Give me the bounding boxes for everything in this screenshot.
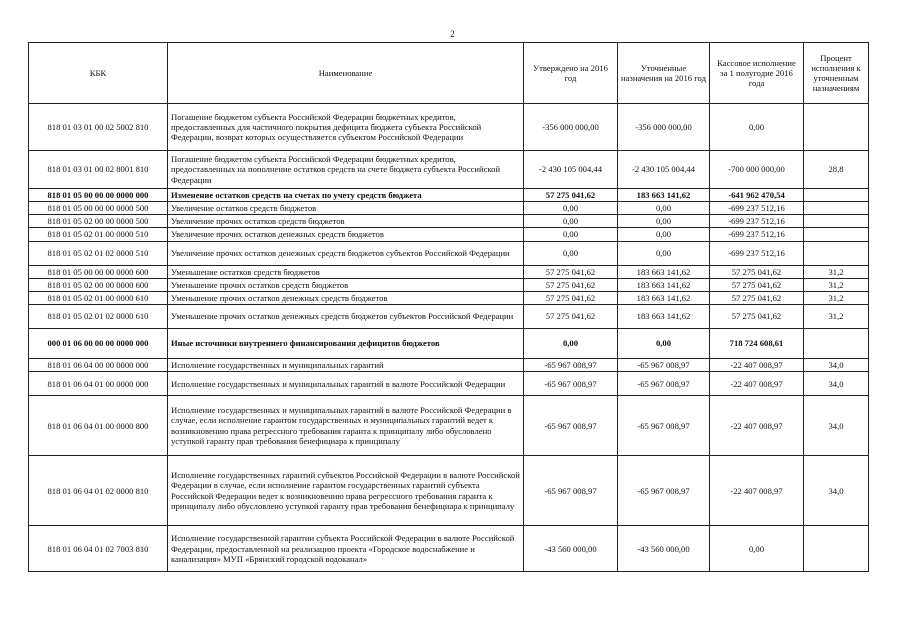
cell-name: Исполнение государственной гарантии субъекта Российской Федерации в валюте Российской Федерации, предоставленной на реализацию проекта «Городское водоснабжение и канализация» МУП «Брянский городской водоканал» (168, 526, 524, 572)
cell-name: Уменьшение прочих остатков средств бюджетов (168, 278, 524, 291)
table-row (29, 151, 869, 189)
cell-revised: 183 663 141,62 (618, 291, 710, 304)
cell-revised: 0,00 (618, 328, 710, 358)
cell-name: Увеличение прочих остатков средств бюджетов (168, 215, 524, 228)
cell-kbk: 818 01 05 02 01 00 0000 610 (29, 291, 168, 304)
table-row (29, 456, 869, 526)
cell-cash: 0,00 (710, 104, 804, 151)
table-row (29, 304, 869, 328)
cell-percent: 28,8 (804, 151, 869, 189)
cell-kbk: 818 01 06 04 01 00 0000 800 (29, 396, 168, 456)
table-row (29, 215, 869, 228)
cell-percent: 34,0 (804, 358, 869, 371)
cell-cash: -22 407 008,97 (710, 358, 804, 371)
cell-approved: -43 560 000,00 (524, 526, 618, 572)
cell-name: Исполнение государственных и муниципальных гарантий в валюте Российской Федерации (168, 372, 524, 396)
cell-name: Уменьшение прочих остатков денежных средств бюджетов субъектов Российской Федерации (168, 304, 524, 328)
cell-name: Погашение бюджетом субъекта Российской Федерации бюджетных кредитов, предоставленных для частичного покрытия дефицита бюджета субъекта Российской Федерации, возврат которых осуществляется субъектом Российской Федерации (168, 104, 524, 151)
cell-kbk: 818 01 05 02 01 00 0000 510 (29, 228, 168, 241)
header-approved: Утверждено на 2016 год (524, 43, 618, 104)
cell-cash: -700 000 000,00 (710, 151, 804, 189)
cell-percent (804, 241, 869, 265)
cell-approved: 0,00 (524, 202, 618, 215)
cell-cash: 57 275 041,62 (710, 265, 804, 278)
cell-approved: 57 275 041,62 (524, 265, 618, 278)
cell-kbk: 818 01 06 04 00 00 0000 000 (29, 358, 168, 371)
table-row (29, 396, 869, 456)
page-number: 2 (450, 29, 455, 39)
cell-name: Уменьшение прочих остатков денежных средств бюджетов (168, 291, 524, 304)
header-kbk: КБК (29, 43, 168, 104)
cell-revised: 0,00 (618, 228, 710, 241)
header-name: Наименование (168, 43, 524, 104)
budget-sources-table (28, 42, 869, 572)
cell-cash: -22 407 008,97 (710, 372, 804, 396)
cell-approved: -65 967 008,97 (524, 372, 618, 396)
cell-approved: 0,00 (524, 241, 618, 265)
cell-approved: -2 430 105 004,44 (524, 151, 618, 189)
cell-percent (804, 215, 869, 228)
cell-percent (804, 104, 869, 151)
cell-kbk: 818 01 06 04 01 02 7003 810 (29, 526, 168, 572)
cell-approved: -65 967 008,97 (524, 456, 618, 526)
cell-revised: -65 967 008,97 (618, 372, 710, 396)
cell-approved: 0,00 (524, 215, 618, 228)
cell-revised: -65 967 008,97 (618, 396, 710, 456)
cell-revised: 183 663 141,62 (618, 304, 710, 328)
table-row (29, 228, 869, 241)
cell-percent (804, 328, 869, 358)
cell-percent: 34,0 (804, 456, 869, 526)
cell-cash: 57 275 041,62 (710, 278, 804, 291)
cell-kbk: 000 01 06 00 00 00 0000 000 (29, 328, 168, 358)
cell-percent: 31,2 (804, 291, 869, 304)
cell-kbk: 818 01 03 01 00 02 8001 810 (29, 151, 168, 189)
cell-approved: -65 967 008,97 (524, 396, 618, 456)
table-row (29, 202, 869, 215)
cell-name: Иные источники внутреннего финансирования дефицитов бюджетов (168, 328, 524, 358)
cell-cash: -699 237 512,16 (710, 228, 804, 241)
cell-kbk: 818 01 05 02 00 00 0000 500 (29, 215, 168, 228)
cell-revised: -65 967 008,97 (618, 456, 710, 526)
cell-name: Исполнение государственных и муниципальных гарантий (168, 358, 524, 371)
cell-kbk: 818 01 06 04 01 00 0000 000 (29, 372, 168, 396)
cell-cash: -699 237 512,16 (710, 215, 804, 228)
cell-approved: 57 275 041,62 (524, 304, 618, 328)
cell-percent: 31,2 (804, 278, 869, 291)
cell-kbk: 818 01 05 00 00 00 0000 000 (29, 189, 168, 202)
cell-percent: 31,2 (804, 304, 869, 328)
table-row (29, 526, 869, 572)
cell-revised: 183 663 141,62 (618, 189, 710, 202)
cell-approved: -65 967 008,97 (524, 358, 618, 371)
cell-revised: -356 000 000,00 (618, 104, 710, 151)
cell-name: Исполнение государственных и муниципальных гарантий в валюте Российской Федерации в случае, если исполнение гарантом государственных и муниципальных гарантий ведет к возникновению права регрессного требования гаранта к принципалу либо обусловлено уступкой гаранту прав требования бенефициара к принципалу (168, 396, 524, 456)
cell-cash: 718 724 608,61 (710, 328, 804, 358)
cell-kbk: 818 01 05 02 00 00 0000 600 (29, 278, 168, 291)
cell-name: Увеличение остатков средств бюджетов (168, 202, 524, 215)
cell-approved: 0,00 (524, 328, 618, 358)
cell-percent: 31,2 (804, 265, 869, 278)
cell-percent (804, 202, 869, 215)
cell-revised: 0,00 (618, 241, 710, 265)
header-revised: Уточненные назначения на 2016 год (618, 43, 710, 104)
cell-percent (804, 228, 869, 241)
cell-name: Погашение бюджетом субъекта Российской Федерации бюджетных кредитов, предоставленных на пополнение остатков средств на счете бюджета субъекта Российской Федерации (168, 151, 524, 189)
cell-name: Увеличение прочих остатков денежных средств бюджетов (168, 228, 524, 241)
cell-cash: 0,00 (710, 526, 804, 572)
table-row (29, 328, 869, 358)
table-row (29, 189, 869, 202)
table-row (29, 291, 869, 304)
table-row (29, 372, 869, 396)
cell-percent: 34,0 (804, 396, 869, 456)
cell-revised: 183 663 141,62 (618, 278, 710, 291)
cell-cash: 57 275 041,62 (710, 304, 804, 328)
cell-approved: 57 275 041,62 (524, 189, 618, 202)
cell-kbk: 818 01 05 00 00 00 0000 500 (29, 202, 168, 215)
cell-cash: -699 237 512,16 (710, 202, 804, 215)
cell-cash: 57 275 041,62 (710, 291, 804, 304)
cell-kbk: 818 01 05 02 01 02 0000 610 (29, 304, 168, 328)
cell-cash: -699 237 512,16 (710, 241, 804, 265)
cell-percent (804, 526, 869, 572)
cell-kbk: 818 01 03 01 00 02 5002 810 (29, 104, 168, 151)
table-row (29, 104, 869, 151)
cell-cash: -641 962 470,54 (710, 189, 804, 202)
cell-kbk: 818 01 06 04 01 02 0000 810 (29, 456, 168, 526)
cell-name: Увеличение прочих остатков денежных средств бюджетов субъектов Российской Федерации (168, 241, 524, 265)
cell-revised: -43 560 000,00 (618, 526, 710, 572)
cell-name: Уменьшение остатков средств бюджетов (168, 265, 524, 278)
cell-name: Исполнение государственных гарантий субъектов Российской Федерации в валюте Российской Федерации в случае, если исполнение гарантом государственных гарантий субъекта Российской Федерации ведет к возникновению права регрессного требования гаранта к принципалу либо обусловлено уступкой гаранту прав требования бенефициара к принципалу (168, 456, 524, 526)
cell-kbk: 818 01 05 00 00 00 0000 600 (29, 265, 168, 278)
cell-percent (804, 189, 869, 202)
cell-name: Изменение остатков средств на счетах по учету средств бюджета (168, 189, 524, 202)
cell-revised: 0,00 (618, 215, 710, 228)
cell-revised: 183 663 141,62 (618, 265, 710, 278)
cell-percent: 34,0 (804, 372, 869, 396)
table-row (29, 265, 869, 278)
table-header-row (29, 43, 869, 104)
cell-approved: 0,00 (524, 228, 618, 241)
table-row (29, 358, 869, 371)
cell-revised: -65 967 008,97 (618, 358, 710, 371)
cell-cash: -22 407 008,97 (710, 456, 804, 526)
header-cash: Кассовое исполнение за 1 полугодие 2016 года (710, 43, 804, 104)
cell-approved: -356 000 000,00 (524, 104, 618, 151)
table-row (29, 278, 869, 291)
table-row (29, 241, 869, 265)
cell-approved: 57 275 041,62 (524, 291, 618, 304)
table-body (29, 104, 869, 572)
cell-approved: 57 275 041,62 (524, 278, 618, 291)
cell-kbk: 818 01 05 02 01 02 0000 510 (29, 241, 168, 265)
cell-cash: -22 407 008,97 (710, 396, 804, 456)
cell-revised: -2 430 105 004,44 (618, 151, 710, 189)
cell-revised: 0,00 (618, 202, 710, 215)
header-percent: Процент исполнения к уточненным назначениям (804, 43, 869, 104)
